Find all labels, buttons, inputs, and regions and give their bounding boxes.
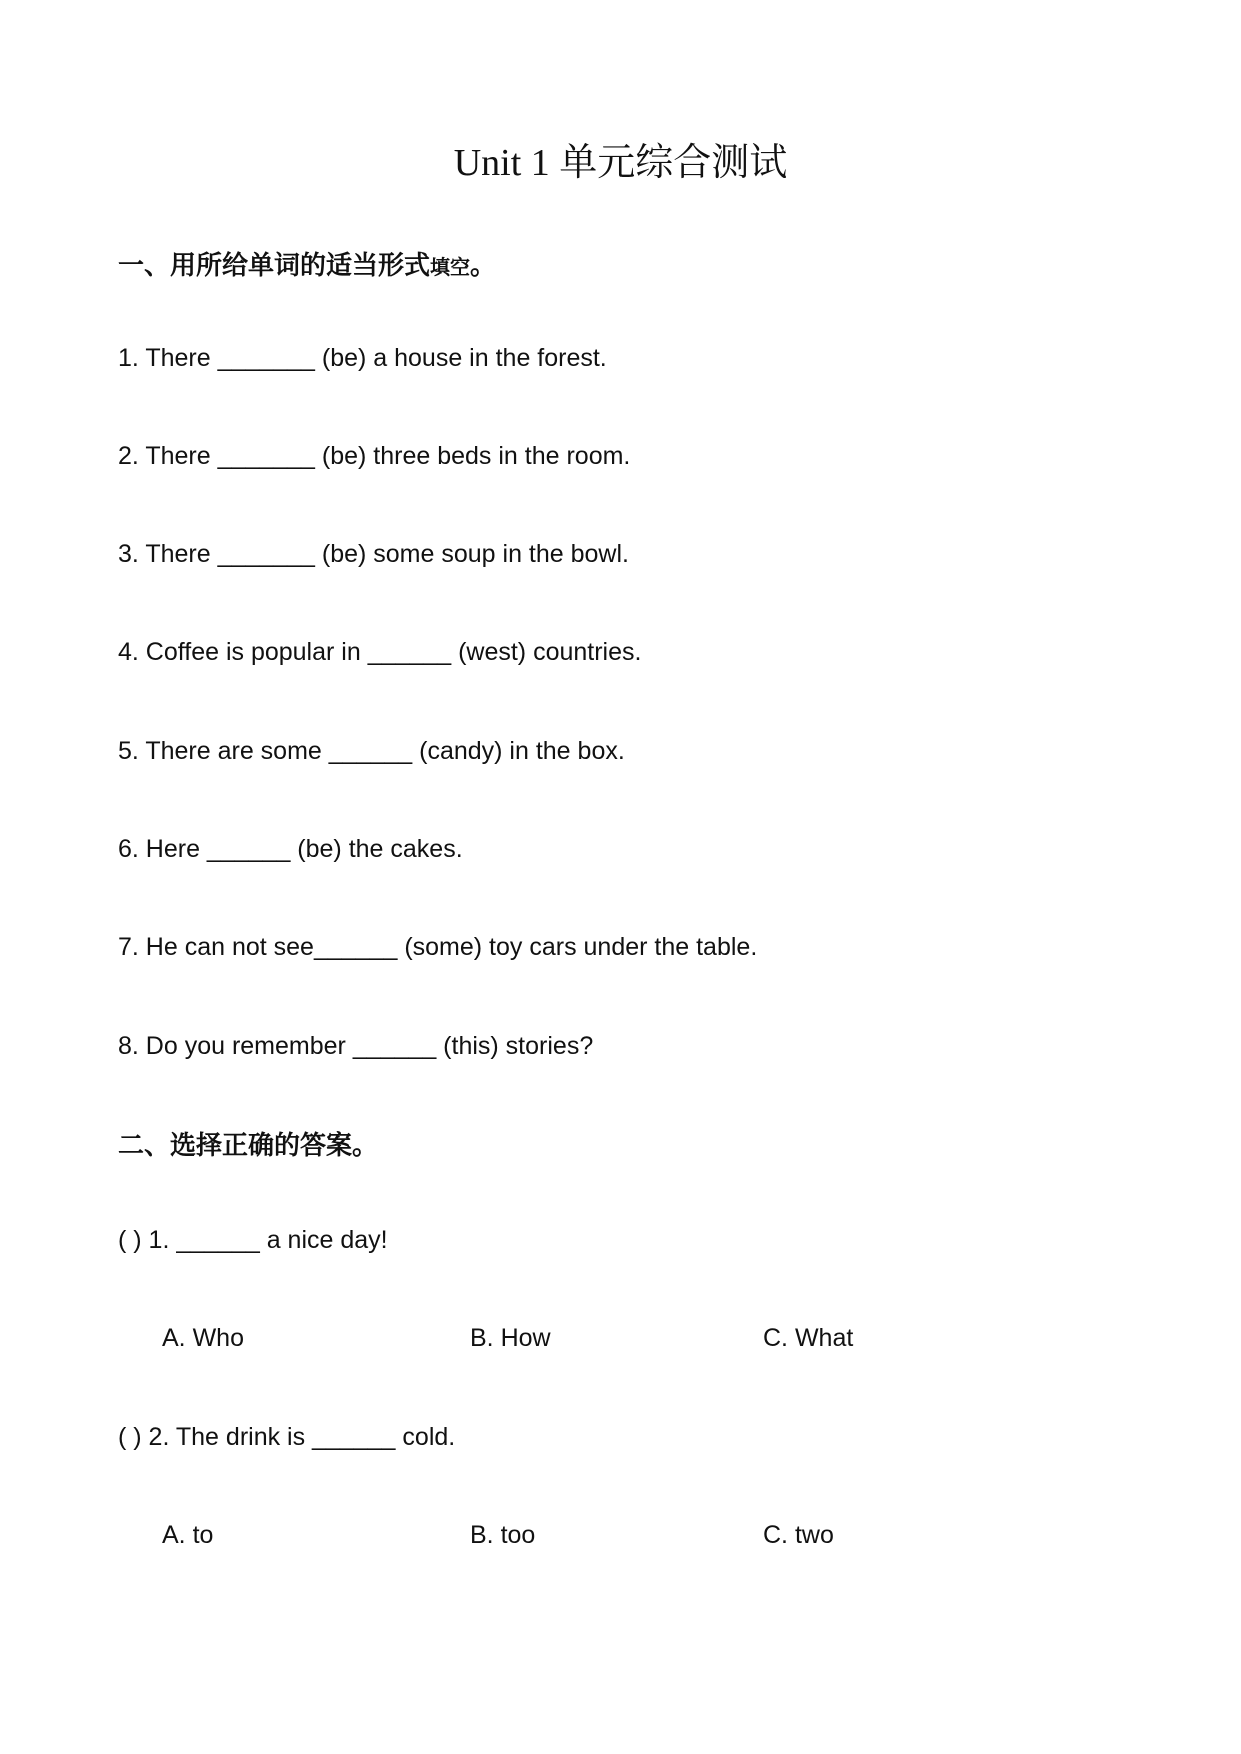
choice-question-2: ( ) 2. The drink is ______ cold. [118,1423,456,1451]
fill-in-item-3: 3. There _______ (be) some soup in the bowl. [118,540,629,568]
choice-question-1-option-a: A. Who [162,1324,244,1352]
page-title: Unit 1 单元综合测试 [453,142,788,184]
section-2-heading: 二、选择正确的答案。 [118,1130,379,1160]
fill-in-item-1: 1. There _______ (be) a house in the forest. [118,344,607,372]
section-1-heading-main: 一、用所给单词的适当形式 [118,250,431,280]
section-1-heading-small: 填空 [430,257,471,279]
choice-question-2-option-c: C. two [763,1521,834,1549]
choice-question-2-option-b: B. too [470,1521,536,1549]
choice-question-1-option-b: B. How [470,1324,551,1352]
fill-in-item-8: 8. Do you remember ______ (this) stories? [118,1032,594,1060]
choice-question-1: ( ) 1. ______ a nice day! [118,1226,388,1254]
fill-in-item-5: 5. There are some ______ (candy) in the box. [118,737,625,765]
choice-question-2-option-a: A. to [162,1521,214,1549]
fill-in-item-7: 7. He can not see______ (some) toy cars under the table. [118,933,758,961]
fill-in-item-6: 6. Here ______ (be) the cakes. [118,835,463,863]
fill-in-item-4: 4. Coffee is popular in ______ (west) countries. [118,638,642,666]
choice-question-1-option-c: C. What [763,1324,854,1352]
section-1-heading-end: 。 [470,250,497,280]
section-1-heading [118,248,496,285]
fill-in-item-2: 2. There _______ (be) three beds in the room. [118,442,631,470]
